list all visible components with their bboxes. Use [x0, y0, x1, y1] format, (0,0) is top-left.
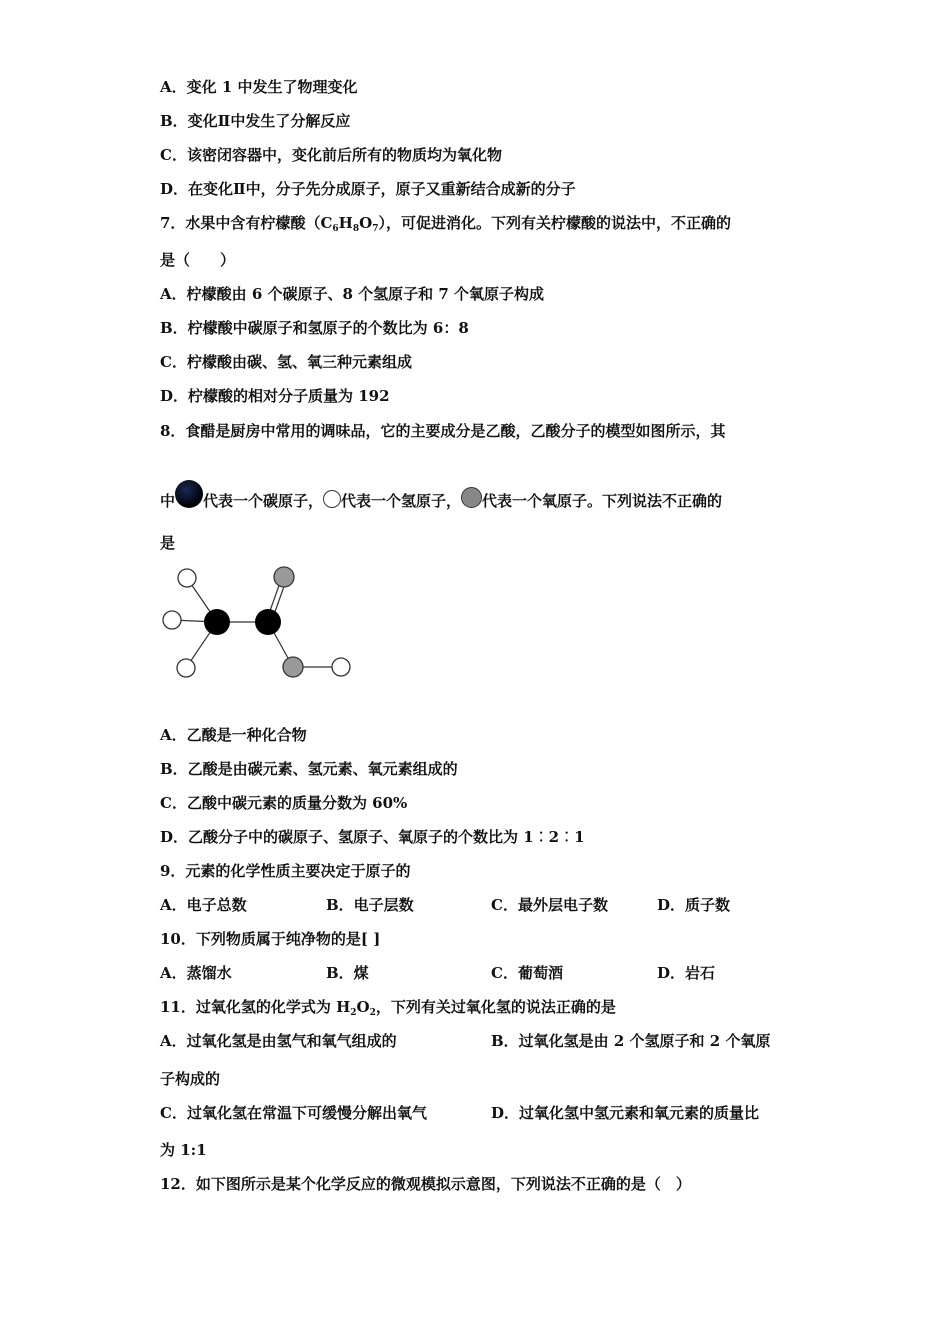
q6-option-b: B．变化Ⅱ中发生了分解反应	[160, 112, 351, 130]
carbon-atom-1	[204, 609, 230, 635]
q10-option-b: B．煤	[326, 964, 369, 982]
q11-option-b-continued: 子构成的	[160, 1070, 221, 1088]
q8-legend: 中 代表一个碳原子， 代表一个氢原子， 代表一个氧原子。下列说法不正确的	[160, 480, 722, 511]
carbon-atom-2	[255, 609, 281, 635]
q8-option-c: C．乙酸中碳元素的质量分数为 60%	[160, 794, 408, 812]
q11-stem: 11．过氧化氢的化学式为 $H_2O_2$，下列有关过氧化氢的说法正确的是	[160, 998, 616, 1018]
acetic-acid-molecule-diagram	[158, 565, 358, 685]
hydrogen-atom-2	[163, 611, 181, 629]
q7-option-a: A．柠檬酸由 6 个碳原子、8 个氢原子和 7 个氧原子构成	[160, 285, 545, 303]
hydrogen-atom-4	[332, 658, 350, 676]
q6-option-c: C．该密闭容器中，变化前后所有的物质均为氧化物	[160, 146, 502, 164]
hydrogen-atom-3	[177, 659, 195, 677]
oxygen-atom-2	[283, 657, 303, 677]
q11-option-c: C．过氧化氢在常温下可缓慢分解出氧气	[160, 1104, 427, 1122]
q7-option-b: B．柠檬酸中碳原子和氢原子的个数比为 6：8	[160, 319, 469, 337]
q9-option-c: C．最外层电子数	[491, 896, 608, 914]
q7-stem: 7．水果中含有柠檬酸$(C_6H_8O_7)$，可促进消化。下列有关柠檬酸的说法中，不正确的	[160, 214, 731, 234]
hydrogen-atom-1	[178, 569, 196, 587]
q8-option-d: D．乙酸分子中的碳原子、氢原子、氧原子的个数比为 1︰2︰1	[160, 828, 585, 846]
q8-option-b: B．乙酸是由碳元素、氢元素、氧元素组成的	[160, 760, 458, 778]
q8-option-a: A．乙酸是一种化合物	[160, 726, 307, 744]
q6-option-d: D．在变化Ⅱ中，分子先分成原子，原子又重新结合成新的分子	[160, 180, 576, 198]
q7-option-c: C．柠檬酸由碳、氢、氧三种元素组成	[160, 353, 412, 371]
q8-stem-line3: 是	[160, 534, 176, 552]
q9-option-d: D．质子数	[657, 896, 731, 914]
q11-option-d: D．过氧化氢中氢元素和氧元素的质量比	[491, 1104, 760, 1122]
q8-stem: 8．食醋是厨房中常用的调味品，它的主要成分是乙酸，乙酸分子的模型如图所示，其	[160, 422, 726, 440]
q11-option-a: A．过氧化氢是由氢气和氧气组成的	[160, 1032, 397, 1050]
q11-option-b: B．过氧化氢是由 2 个氢原子和 2 个氧原	[491, 1032, 771, 1050]
q6-option-a: A．变化 1 中发生了物理变化	[160, 78, 358, 96]
q10-option-a: A．蒸馏水	[160, 964, 232, 982]
q7-option-d: D．柠檬酸的相对分子质量为 192	[160, 387, 390, 405]
oxygen-atom-1	[274, 567, 294, 587]
hydrogen-atom-icon	[323, 490, 341, 508]
oxygen-atom-icon	[461, 487, 482, 508]
q9-option-b: B．电子层数	[326, 896, 414, 914]
q12-stem: 12．如下图所示是某个化学反应的微观模拟示意图，下列说法不正确的是（ ）	[160, 1175, 691, 1193]
q7-stem-line2: 是（ ）	[160, 251, 236, 269]
q10-stem: 10．下列物质属于纯净物的是[ ]	[160, 930, 381, 948]
q9-stem: 9．元素的化学性质主要决定于原子的	[160, 862, 411, 880]
q10-option-d: D．岩石	[657, 964, 716, 982]
carbon-atom-icon	[175, 480, 203, 508]
q10-option-c: C．葡萄酒	[491, 964, 563, 982]
q9-option-a: A．电子总数	[160, 896, 247, 914]
q11-option-d-continued: 为 1:1	[160, 1141, 207, 1159]
